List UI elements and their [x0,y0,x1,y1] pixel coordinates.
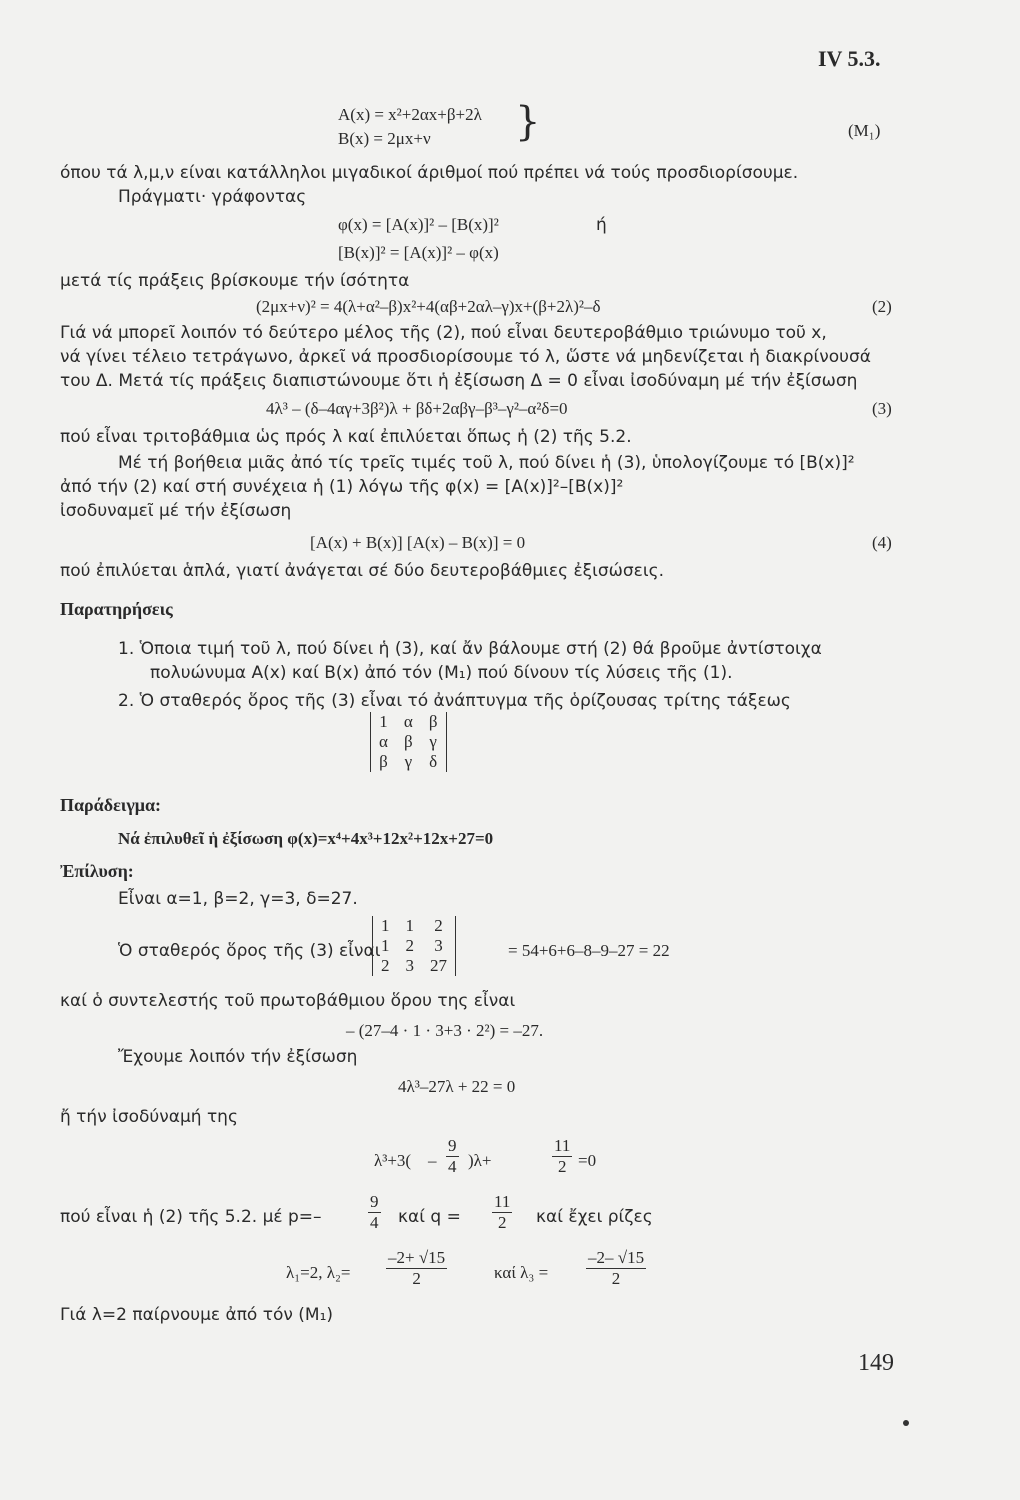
remark-2: 2. Ὁ σταθερός ὅρος τῆς (3) εἶναι τό ἀνάπτυγμα τῆς ὁρίζουσας τρίτης τάξεως [118,691,791,711]
fraction-nine-quarters: $\frac{9}{4}$ [448,1136,457,1176]
determinant-general [370,712,447,772]
text-line: Εἶναι α=1, β=2, γ=3, δ=27. [118,889,358,909]
text-line: Ὁ σταθερός ὅρος τῆς (3) εἶναι [118,941,381,961]
determinant-example-row [373,936,455,956]
page-number: 149 [858,1350,894,1376]
section-header: IV 5.3. [818,46,881,71]
reduced-cubic-part: – [428,1151,437,1170]
determinant-example-cell: 2 [434,916,443,935]
fraction-root-3: $\frac{-2- √15}{2}$ [588,1248,645,1288]
remarks-heading: Παρατηρήσεις [60,599,173,619]
determinant-example-cell: 3 [405,956,414,975]
determinant-general-row [371,712,446,732]
determinant-general-row [371,752,446,772]
remark-1-cont: πολυώνυμα A(x) καί B(x) ἀπό τόν (M₁) πού δίνουν τίς λύσεις τῆς (1). [150,663,733,683]
cubic-equation: 4λ³–27λ + 22 = 0 [398,1077,516,1096]
text-or: ή [596,215,607,235]
determinant-example-cell: 3 [434,936,443,955]
right-brace: } [515,99,541,145]
determinant-general-cell: α [403,712,413,731]
coefficient-expression: – (27–4 · 1 · 3+3 · 2²) = –27. [346,1021,544,1040]
text-line: του Δ. Μετά τίς πράξεις διαπιστώνουμε ὅτι ἡ ἐξίσωση Δ = 0 εἶναι ἰσοδύναμη μέ τήν ἐξίσωση [60,371,858,391]
equation-number: (2) [872,297,892,316]
equation-b-squared: [B(x)]² = [A(x)]² – φ(x) [338,243,499,262]
text-line: ἀπό τήν (2) καί στή συνέχεια ἡ (1) λόγω τῆς φ(x) = [A(x)]²–[B(x)]² [60,477,624,497]
text-line: όπου τά λ,μ,ν είναι κατάλληλοι μιγαδικοί άριθμοί πού πρέπει νά τούς προσδιορίσουμε. [60,163,799,183]
text-line: μετά τίς πράξεις βρίσκουμε τήν ίσότητα [60,271,410,291]
fraction-eleven-halves: $\frac{11}{2}$ [554,1136,571,1176]
determinant-example-cell: 2 [405,936,414,955]
equation-4: [A(x) + B(x)] [A(x) – B(x)] = 0 [310,533,526,552]
equation-2: (2μx+ν)² = 4(λ+α²–β)x²+4(αβ+2αλ–γ)x+(β+2λ)²–δ [256,297,601,316]
fraction-q: $\frac{11}{2}$ [494,1192,511,1232]
text-line: Γιά νά μπορεῖ λοιπόν τό δεύτερο μέλος τῆς (2), πού εἶναι δευτεροβάθμιο τριώνυμο τοῦ x, [60,323,827,343]
solution-heading: Ἐπίλυση: [60,861,134,881]
text-line: Ἔχουμε λοιπόν τήν ἐξίσωση [118,1047,358,1067]
determinant-general-cell: δ [429,752,438,771]
determinant-general-cell: β [404,732,413,751]
determinant-example-row [373,956,455,976]
determinant-example-cell: 2 [381,956,390,975]
determinant-general-cell: γ [429,732,437,751]
determinant-example-row [373,916,455,936]
reduced-cubic-part: =0 [578,1151,597,1170]
label-m1: (M₁) [848,121,881,140]
text-line: Πράγματι· γράφοντας [118,187,307,207]
roots-part: καί λ₃ = [494,1263,549,1282]
equation-a: A(x) = x²+2αx+β+2λ [338,105,482,124]
determinant-general-cell: α [379,732,388,751]
determinant-example-cell: 1 [381,936,390,955]
text-line: καί ὁ συντελεστής τοῦ πρωτοβάθμιου ὅρου της εἶναι [60,991,516,1011]
determinant-result: = 54+6+6–8–9–27 = 22 [508,941,670,960]
roots-part: λ₁=2, λ₂= [286,1263,351,1282]
determinant-general-cell: 1 [379,712,388,731]
text-line: Γιά λ=2 παίρνουμε ἀπό τόν (M₁) [60,1305,334,1325]
equation-number: (4) [872,533,892,552]
ink-dot [903,1420,909,1426]
text-line: πού εἶναι τριτοβάθμια ὡς πρός λ καί ἐπιλύεται ὅπως ἡ (2) τῆς 5.2. [60,427,632,447]
text-line: Μέ τή βοήθεια μιᾶς ἀπό τίς τρεῖς τιμές τοῦ λ, πού δίνει ἡ (3), ὑπολογίζουμε τό [B(x)]² [118,453,855,473]
text-line: ἰσοδυναμεῖ μέ τήν ἐξίσωση [60,501,292,521]
determinant-example [372,916,456,976]
text-line: καί q = [398,1207,461,1227]
determinant-general-row [371,732,446,752]
determinant-general-cell: γ [404,752,413,771]
text-line: πού εἶναι ἡ (2) τῆς 5.2. μέ p=– [60,1207,322,1227]
text-line: πού ἐπιλύεται ἁπλά, γιατί ἀνάγεται σέ δύο δευτεροβάθμιες ἐξισώσεις. [60,561,664,581]
remark-1: 1. Ὁποια τιμή τοῦ λ, πού δίνει ἡ (3), καί ἄν βάλουμε στή (2) θά βροῦμε ἀντίστοιχα [118,639,822,659]
text-line: ἤ τήν ἰσοδύναμή της [60,1107,238,1127]
determinant-example-cell: 1 [381,916,390,935]
text-line: καί ἔχει ρίζες [536,1207,653,1227]
reduced-cubic-part: λ³+3( [374,1151,412,1170]
equation-number: (3) [872,399,892,418]
determinant-example-cell: 27 [430,956,447,975]
determinant-example-cell: 1 [405,916,414,935]
equation-3: 4λ³ – (δ–4αγ+3β²)λ + βδ+2αβγ–β³–γ²–α²δ=0 [266,399,568,418]
reduced-cubic-part: )λ+ [468,1151,492,1170]
example-title: Νά ἐπιλυθεῖ ἡ ἐξίσωση φ(x)=x⁴+4x³+12x²+12x+27=0 [118,829,494,848]
equation-b: B(x) = 2μx+ν [338,129,431,148]
fraction-p: $\frac{9}{4}$ [370,1192,379,1232]
text-line: νά γίνει τέλειο τετράγωνο, ἀρκεῖ νά προσδιορίσουμε τό λ, ὥστε νά μηδενίζεται ἡ διακρίνουσά [60,347,871,367]
equation-phi: φ(x) = [A(x)]² – [B(x)]² [338,215,499,234]
determinant-general-cell: β [379,752,388,771]
fraction-root-2: $\frac{-2+ √15}{2}$ [388,1248,446,1288]
example-heading: Παράδειγμα: [60,795,162,815]
determinant-general-cell: β [428,712,438,731]
